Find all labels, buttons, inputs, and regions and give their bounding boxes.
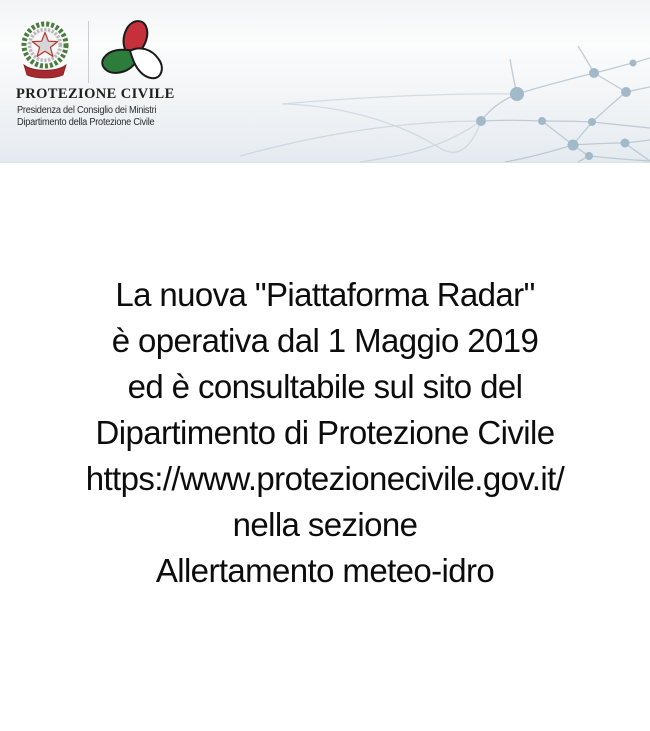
announcement-line-2: è operativa dal 1 Maggio 2019 bbox=[111, 322, 539, 359]
announcement-line-7: Allertamento meteo-idro bbox=[155, 552, 495, 589]
announcement-block bbox=[0, 162, 650, 594]
header-banner bbox=[0, 0, 650, 163]
announcement-line-6: nella sezione bbox=[232, 506, 418, 543]
org-subtitle-dipartimento: Dipartimento della Protezione Civile bbox=[17, 117, 155, 128]
org-subtitle-presidenza: Presidenza del Consiglio dei Ministri bbox=[17, 105, 157, 116]
announcement-line-4: Dipartimento di Protezione Civile bbox=[95, 414, 555, 451]
italian-republic-emblem-icon bbox=[17, 18, 73, 86]
announcement-url: https://www.protezionecivile.gov.it/ bbox=[85, 460, 565, 497]
announcement-line-1: La nuova "Piattaforma Radar" bbox=[115, 276, 535, 313]
org-name: PROTEZIONE CIVILE bbox=[16, 86, 175, 102]
logo-divider bbox=[88, 21, 89, 83]
announcement-line-3: ed è consultabile sul sito del bbox=[127, 368, 523, 405]
protezione-civile-logo-icon bbox=[97, 12, 171, 88]
logo-block bbox=[0, 0, 260, 162]
